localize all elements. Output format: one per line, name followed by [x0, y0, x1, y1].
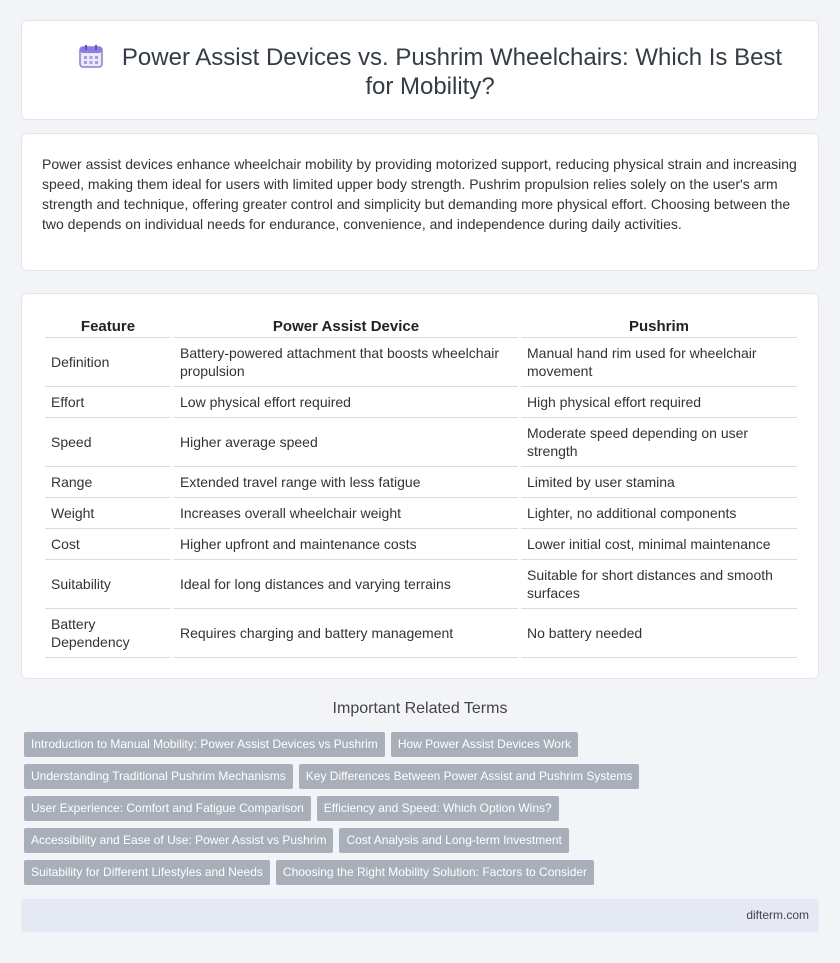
related-term-tag[interactable]: Accessibility and Ease of Use: Power Assist vs Pushrim [24, 828, 333, 853]
intro-paragraph: Power assist devices enhance wheelchair mobility by providing motorized support, reducing physical strain and increasing speed, making them ideal for users with limited upper body strength. Pushrim propulsion relies solely on the user's arm strength and technique, offering greater control and simplicity but demanding more physical effort. Choosing between the two depends on individual needs for endurance, convenience, and independence during daily activities. [42, 156, 797, 232]
power-assist-cell: Low physical effort required [174, 387, 518, 418]
tag-row [24, 828, 804, 860]
related-terms-title: Important Related Terms [332, 700, 508, 717]
pushrim-cell: High physical effort required [521, 387, 797, 418]
power-assist-cell: Battery-powered attachment that boosts wheelchair propulsion [174, 338, 518, 387]
header-card [21, 20, 819, 120]
related-term-tag[interactable]: Key Differences Between Power Assist and Pushrim Systems [299, 764, 640, 789]
feature-cell: Cost [45, 529, 171, 560]
pushrim-cell: Lower initial cost, minimal maintenance [521, 529, 797, 560]
pushrim-cell: Suitable for short distances and smooth surfaces [521, 560, 797, 609]
intro-card [21, 133, 819, 271]
feature-cell: Effort [45, 387, 171, 418]
table-row [45, 338, 797, 387]
page-title [62, 43, 798, 101]
related-term-tag[interactable]: Choosing the Right Mobility Solution: Factors to Consider [276, 860, 594, 885]
header-feature: Feature [45, 314, 171, 338]
table-row [45, 467, 797, 498]
pushrim-cell: Moderate speed depending on user strength [521, 418, 797, 467]
table-row [45, 418, 797, 467]
related-term-tag[interactable]: Introduction to Manual Mobility: Power Assist Devices vs Pushrim [24, 732, 385, 757]
table-row [45, 387, 797, 418]
table-header-row [45, 314, 797, 338]
power-assist-cell: Increases overall wheelchair weight [174, 498, 518, 529]
power-assist-cell: Extended travel range with less fatigue [174, 467, 518, 498]
feature-cell: Definition [45, 338, 171, 387]
calendar-icon [78, 43, 104, 69]
title-wrap [62, 43, 798, 101]
pushrim-cell: Limited by user stamina [521, 467, 797, 498]
power-assist-cell: Requires charging and battery management [174, 609, 518, 658]
table-row [45, 560, 797, 609]
pushrim-cell: Lighter, no additional components [521, 498, 797, 529]
tag-row [24, 764, 804, 796]
header-pushrim: Pushrim [521, 314, 797, 338]
footer-site-link[interactable]: difterm.com [746, 908, 809, 922]
power-assist-cell: Higher average speed [174, 418, 518, 467]
feature-cell: Range [45, 467, 171, 498]
related-term-tag[interactable]: Efficiency and Speed: Which Option Wins? [317, 796, 559, 821]
table-row [45, 609, 797, 658]
related-terms-list [24, 732, 804, 892]
related-term-tag[interactable]: Understanding Traditional Pushrim Mechanisms [24, 764, 293, 789]
power-assist-cell: Ideal for long distances and varying terrains [174, 560, 518, 609]
tag-row [24, 796, 804, 828]
tag-row [24, 860, 804, 892]
header-power-assist: Power Assist Device [174, 314, 518, 338]
pushrim-cell: No battery needed [521, 609, 797, 658]
related-term-tag[interactable]: User Experience: Comfort and Fatigue Comparison [24, 796, 311, 821]
feature-cell: Battery Dependency [45, 609, 171, 658]
page-title-text: Power Assist Devices vs. Pushrim Wheelchairs: Which Is Best for Mobility? [121, 44, 783, 100]
table-row [45, 498, 797, 529]
related-term-tag[interactable]: Cost Analysis and Long-term Investment [339, 828, 568, 853]
related-term-tag[interactable]: How Power Assist Devices Work [391, 732, 578, 757]
comparison-table [42, 314, 800, 658]
footer [21, 899, 819, 932]
pushrim-cell: Manual hand rim used for wheelchair movement [521, 338, 797, 387]
power-assist-cell: Higher upfront and maintenance costs [174, 529, 518, 560]
feature-cell: Weight [45, 498, 171, 529]
table-row [45, 529, 797, 560]
comparison-table-card [21, 293, 819, 679]
feature-cell: Speed [45, 418, 171, 467]
tag-row [24, 732, 804, 764]
feature-cell: Suitability [45, 560, 171, 609]
related-term-tag[interactable]: Suitability for Different Lifestyles and Needs [24, 860, 270, 885]
